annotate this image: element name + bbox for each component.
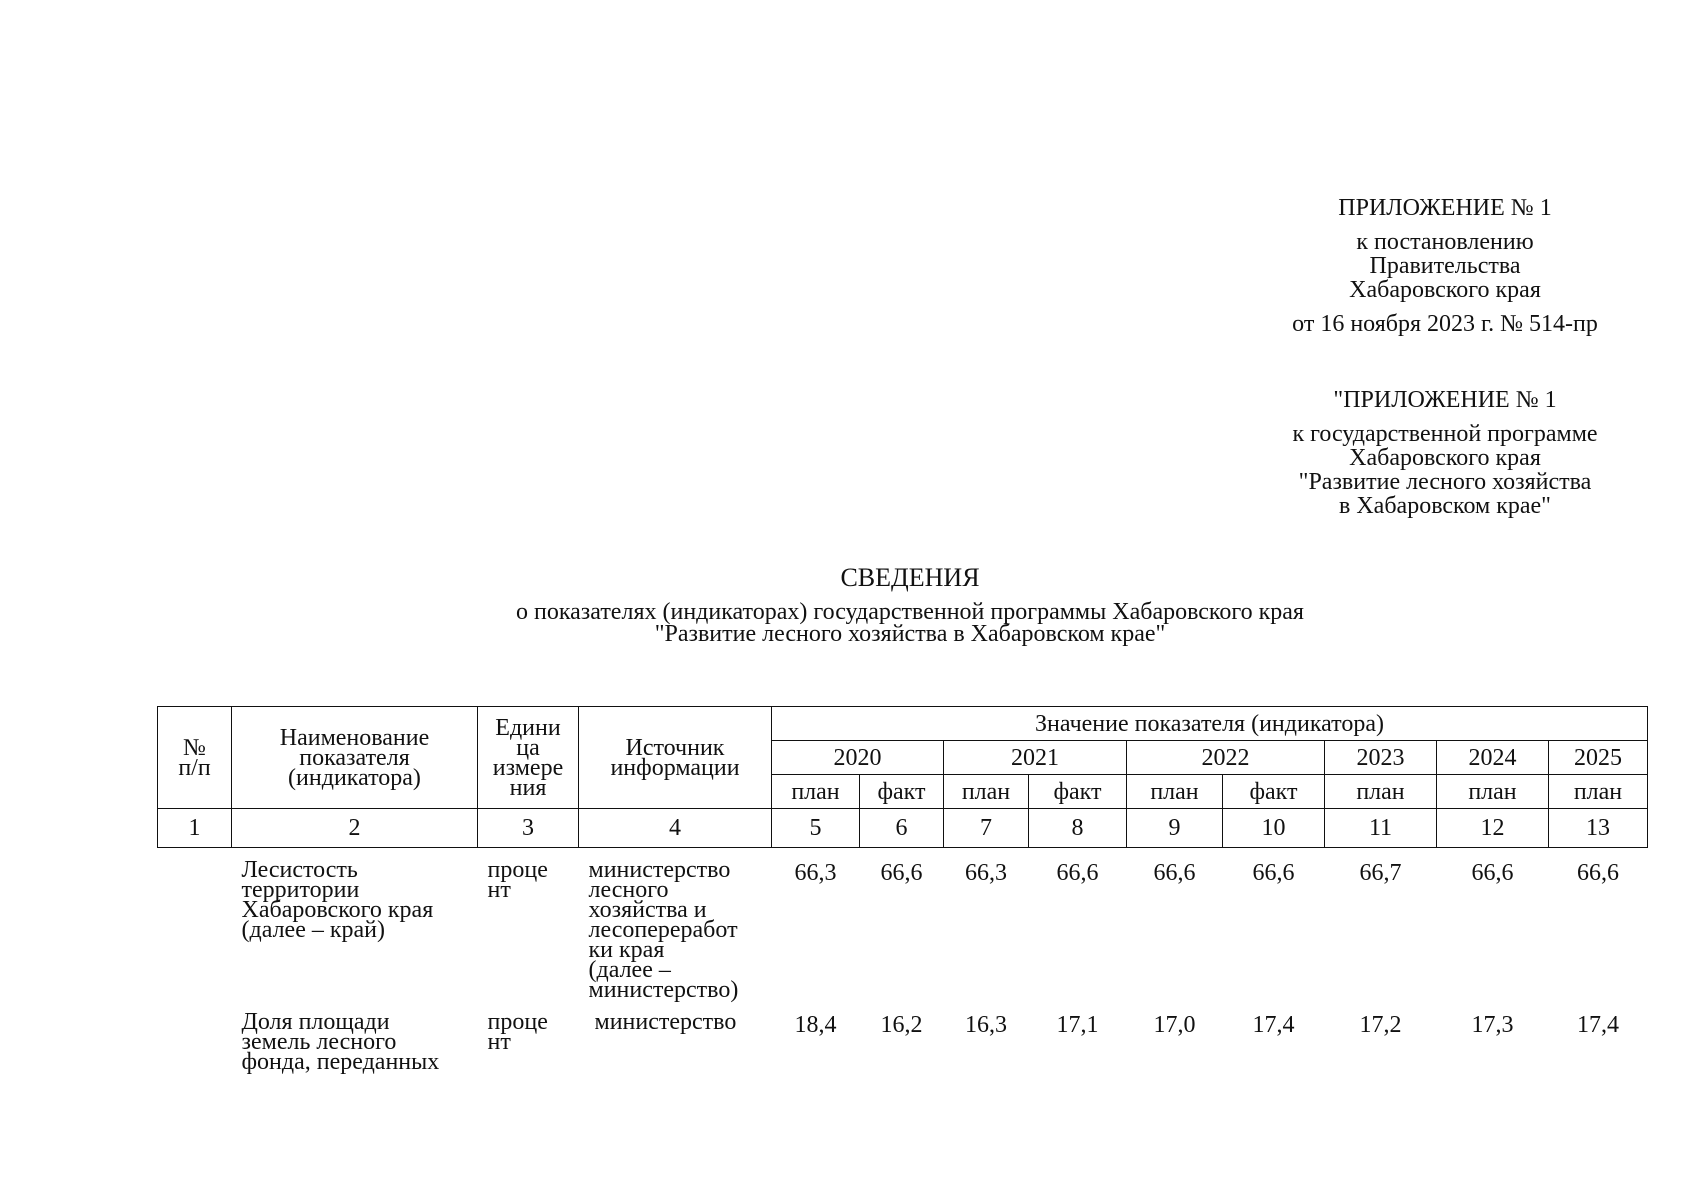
table-body [158, 848, 1648, 1073]
header-unit: Едини ца измере ния [478, 707, 579, 809]
value-cell: 17,1 [1056, 1012, 1099, 1038]
indicators-table [157, 706, 1648, 1075]
row-num [158, 1000, 232, 1072]
value-cell: 66,7 [1359, 860, 1402, 886]
program-line: "Развитие лесного хозяйства [1298, 469, 1592, 495]
appendix-stamp-program [1245, 388, 1645, 518]
table-header [158, 707, 1648, 809]
appendix-title: "ПРИЛОЖЕНИЕ № 1 [1333, 387, 1557, 413]
value-cell: 18,4 [794, 1012, 837, 1038]
value-cell: 66,3 [965, 860, 1007, 886]
indicator-name: Лесистость территории Хабаровского края (далее – край) [241, 857, 434, 943]
decree-date: от 16 ноября 2023 г. № 514-пр [1292, 311, 1598, 337]
indicator-unit: проце нт [487, 857, 548, 903]
document-subtitle: о показателях (индикаторах) государственной программы Хабаровского края [516, 599, 1304, 625]
value-cell: 66,3 [794, 860, 837, 886]
header-plan: план [1325, 775, 1437, 809]
program-line: Хабаровского края [1349, 445, 1541, 471]
header-name: Наименование показателя (индикатора) [232, 707, 478, 809]
column-number: 8 [1029, 809, 1127, 848]
decree-line: Хабаровского края [1349, 277, 1541, 303]
column-number: 9 [1127, 809, 1223, 848]
column-number: 13 [1549, 809, 1648, 848]
value-cell: 66,6 [1471, 860, 1514, 886]
value-cell: 66,6 [1153, 860, 1196, 886]
column-number: 6 [860, 809, 944, 848]
header-source: Источник информации [579, 707, 772, 809]
header-plan: план [1127, 775, 1223, 809]
header-year-2025: 2025 [1549, 741, 1648, 775]
header-values-group: Значение показателя (индикатора) [772, 707, 1648, 741]
column-number: 5 [772, 809, 860, 848]
column-number: 10 [1223, 809, 1325, 848]
decree-line: к постановлению [1356, 229, 1534, 255]
header-year-2021: 2021 [944, 741, 1127, 775]
indicator-source: министерство [594, 1009, 737, 1035]
value-cell: 16,3 [965, 1012, 1007, 1038]
program-line: к государственной программе [1292, 421, 1598, 447]
header-plan: план [944, 775, 1029, 809]
column-number-row [158, 809, 1648, 848]
indicator-source: министерство лесного хозяйства и лесопереработ ки края (далее – министерство) [588, 857, 739, 1003]
table-row [158, 848, 1648, 1001]
column-number: 7 [944, 809, 1029, 848]
header-year-2023: 2023 [1325, 741, 1437, 775]
appendix-title: ПРИЛОЖЕНИЕ № 1 [1338, 195, 1552, 221]
column-number: 2 [232, 809, 478, 848]
document-subtitle: "Развитие лесного хозяйства в Хабаровском крае" [654, 621, 1166, 647]
header-plan: план [1549, 775, 1648, 809]
value-cell: 17,4 [1252, 1012, 1295, 1038]
table-row [158, 1000, 1648, 1072]
column-number: 12 [1437, 809, 1549, 848]
header-year-2020: 2020 [772, 741, 944, 775]
document-title: СВЕДЕНИЯ [840, 563, 980, 592]
value-cell: 17,0 [1153, 1012, 1196, 1038]
header-fact: факт [860, 775, 944, 809]
header-year-2022: 2022 [1127, 741, 1325, 775]
value-cell: 66,6 [880, 860, 923, 886]
header-fact: факт [1029, 775, 1127, 809]
value-cell: 16,2 [880, 1012, 923, 1038]
value-cell: 17,3 [1471, 1012, 1514, 1038]
header-plan: план [772, 775, 860, 809]
value-cell: 17,4 [1577, 1012, 1619, 1038]
indicator-unit: проце нт [487, 1009, 548, 1055]
decree-line: Правительства [1369, 253, 1521, 279]
value-cell: 66,6 [1056, 860, 1099, 886]
column-number: 3 [478, 809, 579, 848]
column-numbers [158, 809, 1648, 848]
row-num [158, 848, 232, 1001]
program-line: в Хабаровском крае" [1339, 493, 1551, 519]
header-year-2024: 2024 [1437, 741, 1549, 775]
value-cell: 66,6 [1577, 860, 1619, 886]
value-cell: 66,6 [1252, 860, 1295, 886]
header-num: № п/п [158, 707, 232, 809]
indicator-name: Доля площади земель лесного фонда, переданных [241, 1009, 440, 1075]
header-plan: план [1437, 775, 1549, 809]
value-cell: 17,2 [1359, 1012, 1402, 1038]
document-heading [0, 563, 1705, 647]
column-number: 11 [1325, 809, 1437, 848]
header-fact: факт [1223, 775, 1325, 809]
column-number: 4 [579, 809, 772, 848]
appendix-stamp-decree [1245, 196, 1645, 336]
column-number: 1 [158, 809, 232, 848]
